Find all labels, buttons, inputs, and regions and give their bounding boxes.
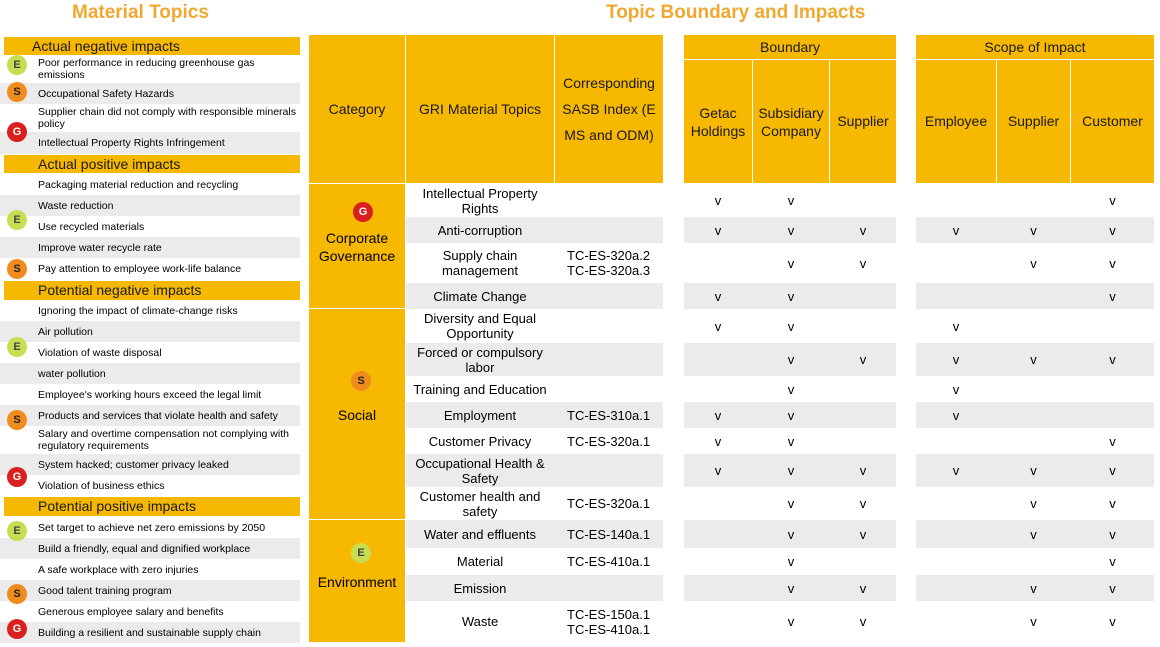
- sasb-index-cell: [555, 309, 663, 343]
- gri-topic-cell: Emission: [453, 580, 507, 596]
- header-boundary: Boundary: [684, 35, 896, 59]
- check-mark: v: [859, 614, 867, 629]
- sasb-index-cell: TC-ES-310a.1: [567, 407, 651, 423]
- sasb-index-cell: TC-ES-320a.1: [567, 496, 651, 511]
- sasb-index-cell: [555, 283, 663, 309]
- check-mark: v: [1030, 352, 1037, 367]
- list-item: Generous employee salary and benefits: [38, 605, 224, 618]
- header-sasb-index: Corresponding SASB Index (EMS and ODM): [555, 35, 663, 183]
- check-mark: v: [859, 580, 867, 596]
- check-mark: v: [787, 496, 795, 511]
- social-badge-icon: S: [7, 410, 27, 430]
- header-scope-supplier: Supplier: [997, 60, 1070, 183]
- list-item: Build a friendly, equal and dignified workplace: [0, 538, 300, 559]
- check-mark: v: [859, 526, 867, 542]
- gri-topic-cell: Diversity and Equal Opportunity: [424, 311, 536, 341]
- governance-badge-icon: G: [353, 202, 373, 222]
- check-mark: v: [1109, 554, 1116, 569]
- header-scope-of-impact: Scope of Impact: [916, 35, 1154, 59]
- list-item: Air pollution: [0, 321, 300, 342]
- sasb-index-cell: [555, 184, 663, 217]
- sasb-index-cell: [555, 376, 663, 402]
- sasb-index-cell: TC-ES-320a.1: [567, 433, 651, 449]
- header-subsidiary-company: Subsidiary Company: [753, 60, 829, 183]
- check-mark: v: [859, 222, 867, 238]
- section-actual-negative: Actual negative impacts: [4, 37, 300, 55]
- check-mark: v: [952, 352, 960, 367]
- sasb-index-cell: [555, 575, 663, 601]
- section-potential-negative: Potential negative impacts: [4, 281, 300, 300]
- category-label-environment: Environment: [317, 574, 397, 590]
- check-mark: v: [1109, 288, 1116, 304]
- check-mark: v: [787, 288, 795, 304]
- check-mark: v: [787, 318, 795, 334]
- check-mark: v: [714, 193, 722, 208]
- list-item: System hacked; customer privacy leaked: [0, 454, 300, 475]
- check-mark: v: [1030, 496, 1037, 511]
- gri-topic-cell: Occupational Health & Safety: [415, 455, 545, 486]
- check-mark: v: [859, 496, 867, 511]
- sasb-index-cell: TC-ES-410a.1: [567, 554, 651, 569]
- check-mark: v: [787, 526, 795, 542]
- list-item: Occupational Safety Hazards: [0, 83, 300, 104]
- social-badge-icon: S: [7, 82, 27, 102]
- check-mark: v: [1030, 463, 1037, 478]
- category-label-governance: Corporate Governance: [318, 230, 396, 264]
- list-item: water pollution: [0, 363, 300, 384]
- check-mark: v: [1030, 222, 1037, 238]
- list-item: A safe workplace with zero injuries: [38, 563, 199, 576]
- list-item: Supplier chain did not comply with responsible minerals policy: [38, 106, 296, 130]
- list-item: Packaging material reduction and recycling: [38, 178, 239, 191]
- sasb-index-cell: TC-ES-150a.1 TC-ES-410a.1: [567, 606, 651, 637]
- check-mark: v: [1109, 580, 1116, 596]
- check-mark: v: [787, 614, 795, 629]
- check-mark: v: [1109, 463, 1116, 478]
- check-mark: v: [1030, 255, 1037, 271]
- gri-topic-cell: Supply chain management: [442, 248, 518, 278]
- governance-badge-icon: G: [7, 122, 27, 142]
- check-mark: v: [1109, 496, 1116, 511]
- environment-badge-icon: E: [351, 543, 371, 563]
- environment-badge-icon: E: [7, 55, 27, 75]
- list-item: Building a resilient and sustainable supply chain: [0, 622, 300, 643]
- sasb-index-cell: TC-ES-320a.2 TC-ES-320a.3: [567, 248, 651, 278]
- check-mark: v: [952, 318, 960, 334]
- list-item: Products and services that violate health and safety: [0, 405, 300, 426]
- gri-topic-cell: Material: [456, 554, 504, 569]
- check-mark: v: [787, 580, 795, 596]
- check-mark: v: [952, 222, 960, 238]
- list-item: Intellectual Property Rights Infringement: [0, 132, 300, 154]
- check-mark: v: [787, 222, 795, 238]
- material-topics-title: Material Topics: [72, 2, 209, 23]
- sasb-index-cell: [555, 454, 663, 487]
- check-mark: v: [1109, 255, 1116, 271]
- check-mark: v: [859, 255, 867, 271]
- list-item: Ignoring the impact of climate-change risks: [38, 304, 238, 317]
- check-mark: v: [787, 407, 795, 423]
- list-item: Salary and overtime compensation not complying with regulatory requirements: [38, 428, 289, 452]
- check-mark: v: [714, 318, 722, 334]
- list-item: Waste reduction: [0, 195, 300, 216]
- environment-badge-icon: E: [7, 337, 27, 357]
- check-mark: v: [714, 222, 722, 238]
- gri-topic-cell: Customer Privacy: [428, 433, 532, 449]
- header-gri-topics: GRI Material Topics: [406, 35, 554, 183]
- check-mark: v: [787, 193, 795, 208]
- section-potential-positive: Potential positive impacts: [4, 497, 300, 516]
- social-badge-icon: S: [7, 259, 27, 279]
- gri-topic-cell: Forced or compulsory labor: [417, 344, 543, 375]
- sasb-index-cell: [555, 343, 663, 376]
- list-item: Violation of waste disposal: [38, 346, 162, 359]
- check-mark: v: [714, 407, 722, 423]
- check-mark: v: [1030, 526, 1037, 542]
- check-mark: v: [1030, 614, 1037, 629]
- check-mark: v: [952, 407, 960, 423]
- check-mark: v: [787, 433, 795, 449]
- list-item: Good talent training program: [0, 580, 300, 601]
- list-item: Improve water recycle rate: [0, 237, 300, 258]
- check-mark: v: [787, 554, 795, 569]
- social-badge-icon: S: [351, 371, 371, 391]
- gri-topic-cell: Training and Education: [413, 381, 547, 397]
- check-mark: v: [952, 463, 960, 478]
- check-mark: v: [859, 352, 867, 367]
- social-badge-icon: S: [7, 584, 27, 604]
- header-customer: Customer: [1071, 60, 1154, 183]
- check-mark: v: [787, 352, 795, 367]
- governance-badge-icon: G: [7, 467, 27, 487]
- list-item: Violation of business ethics: [38, 479, 165, 492]
- environment-badge-icon: E: [7, 521, 27, 541]
- check-mark: v: [1109, 352, 1116, 367]
- list-item: Poor performance in reducing greenhouse gas emissions: [38, 57, 255, 81]
- check-mark: v: [1109, 526, 1116, 542]
- topic-boundary-title: Topic Boundary and Impacts: [606, 2, 866, 23]
- header-boundary-supplier: Supplier: [830, 60, 896, 183]
- list-item: Set target to achieve net zero emissions by 2050: [38, 521, 266, 534]
- check-mark: v: [714, 288, 722, 304]
- check-mark: v: [1109, 614, 1116, 629]
- environment-badge-icon: E: [7, 210, 27, 230]
- header-category: Category: [309, 35, 405, 183]
- gri-topic-cell: Waste: [461, 614, 499, 629]
- check-mark: v: [714, 433, 722, 449]
- check-mark: v: [952, 381, 960, 397]
- check-mark: v: [787, 381, 795, 397]
- gri-topic-cell: Intellectual Property Rights: [422, 185, 538, 216]
- header-getac-holdings: Getac Holdings: [684, 60, 752, 183]
- gri-topic-cell: Water and effluents: [423, 526, 536, 542]
- list-item: Use recycled materials: [38, 220, 145, 233]
- sasb-index-cell: [555, 217, 663, 243]
- check-mark: v: [787, 463, 795, 478]
- governance-badge-icon: G: [7, 619, 27, 639]
- list-item: Pay attention to employee work-life balance: [38, 263, 242, 275]
- check-mark: v: [859, 463, 867, 478]
- gri-topic-cell: Employment: [443, 407, 517, 423]
- list-item: Employee's working hours exceed the legal limit: [38, 388, 262, 401]
- check-mark: v: [1109, 433, 1116, 449]
- check-mark: v: [1109, 222, 1116, 238]
- check-mark: v: [1109, 193, 1116, 208]
- category-label-social: Social: [337, 407, 377, 423]
- check-mark: v: [787, 255, 795, 271]
- section-actual-positive: Actual positive impacts: [4, 155, 300, 173]
- check-mark: v: [1030, 580, 1037, 596]
- gri-topic-cell: Customer health and safety: [419, 488, 541, 519]
- sasb-index-cell: TC-ES-140a.1: [567, 526, 651, 542]
- header-employee: Employee: [916, 60, 996, 183]
- check-mark: v: [714, 463, 722, 478]
- gri-topic-cell: Climate Change: [433, 288, 527, 304]
- gri-topic-cell: Anti-corruption: [437, 222, 523, 238]
